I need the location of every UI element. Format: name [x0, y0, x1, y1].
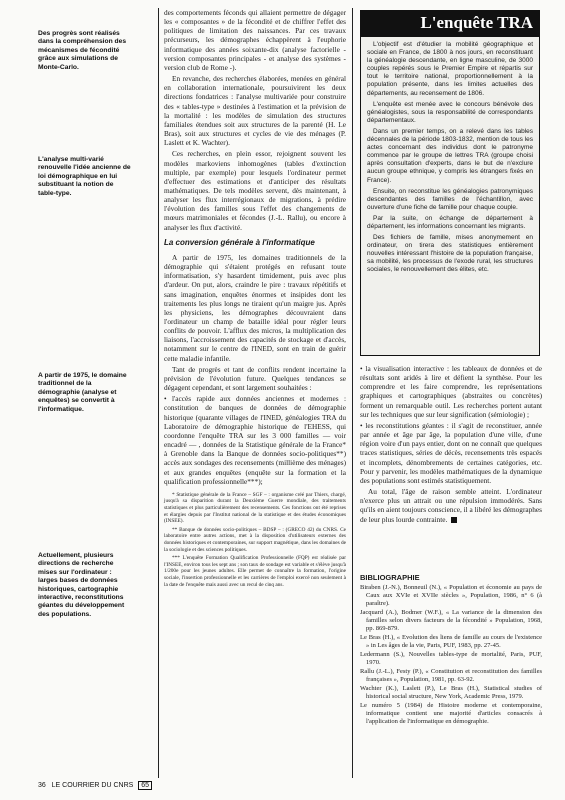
bibliography-entry: Le Bras (H.), « Evolution des liens de famille au cours de l'existence » in Les âges de la vie, Paris, PUF, 1983, pp. 27-45.: [360, 634, 542, 649]
paragraph: Ces recherches, en plein essor, rejoignent souvent les modèles markoviens inhomogènes (tables d'extinction multiple, par exemple) pour lesquels l'ordinateur permet d'effectuer des estimations et d'anticiper des résultats mathématiques. De tels modèles servent, dès maintenant, à analyser les flux interrégionaux de migrations, à prédire l'évolution des familles sous l'effet des changements de mœurs matrimoniales et fécondes (J.-L. Rallu), ou encore à analyser les flux d'activité.: [164, 149, 346, 232]
margin-note: Des progrès sont réalisés dans la compréhension des mécanismes de fécondité grâce aux simulations de Monte-Carlo.: [38, 30, 127, 71]
bibliography: [360, 574, 542, 727]
page-number: 36: [38, 782, 46, 789]
box-paragraph: Dans un premier temps, on a relevé dans les tables décennales de la période 1803-1832, mention de tous les actes concernant des individus dont le patronyme commence par le groupe de lettres TRA (groupe choisi après consultation d'experts, dans le but de n'exclure aucun groupe ethnique, y compris les étrangers fixés en France).: [367, 127, 533, 184]
footnote: ** Banque de données socio-politiques – BDSP – : (GRECO 42) du CNRS. Ce laboratoire entre autres actions, met à la disposition d'utilisateurs externes des données historiques et contemporaines, sur support magnétique, dans les domaines de la sociologie et des sciences politiques.: [164, 526, 346, 553]
bibliography-entry: Jacquard (A.), Bodmer (W.F.), « La variance de la dimension des familles selon divers facteurs de la fécondité » Population, 1968, pp. 869-879.: [360, 609, 542, 632]
bibliography-entry: Wachter (K.), Laslett (P.), Le Bras (H.), Statistical studies of historical social structure, New York, Academic Press, 1979.: [360, 685, 542, 700]
box-paragraph: Ensuite, on reconstitue les généalogies patronymiques descendantes des familles de l'échantillon, avec ouverture d'une fiche de famille pour chaque couple.: [367, 187, 533, 211]
end-mark: [451, 517, 457, 523]
box-title: L'enquête TRA: [420, 13, 533, 32]
paragraph: [360, 487, 542, 524]
enquete-tra-box: [360, 10, 540, 356]
box-header: [361, 11, 539, 37]
paragraph-text: Au total, l'âge de raison semble atteint. L'ordinateur n'exerce plus un attrait ou une répulsion immodérés. Sans qu'ils en aient toujours conscience, il a libéré les démographes de leur plus lourde contrainte.: [360, 487, 542, 524]
footnotes: [164, 492, 346, 588]
paragraph: A partir de 1975, les domaines traditionnels de la démographie qui s'étaient protégés en refusant toute informatisation, s'y hasardent timidement, puis avec plus d'ardeur. On put, alors, craindre le pire : travaux répétitifs et sans imagination, enquêtes énormes et insipides dont les traitements les plus longs ne tiraient qu'un maigre jus. Après les physiciens, les démographes découvraient dans l'ordinateur un champ de bataille idéal pour régler leurs conflits de pouvoir. L'afflux des micros, la multiplication des liaisons, l'accroissement des capacités de stockage et d'accès, notamment sur le centre de l'INED, sont en train de guérir cette maladie infantile.: [164, 252, 346, 363]
bibliography-heading: BIBLIOGRAPHIE: [360, 573, 420, 582]
margin-note: A partir de 1975, le domaine traditionnel de la démographie (analyse et enquêtes) se convertit à l'informatique.: [38, 372, 127, 413]
bibliography-entry: Le numéro 5 (1984) de Histoire moderne et contemporaine, informatique contient une majorité d'articles consacrés à l'application de l'informatique en démographie.: [360, 702, 542, 725]
bibliography-entry: Ledermann (S.), Nouvelles tables-type de mortalité, Paris, PUF, 1970.: [360, 651, 542, 666]
issue-number: 65: [138, 781, 152, 790]
column-divider-left: [158, 8, 159, 778]
paragraph: Tant de progrès et tant de conflits rendent incertaine la prévision de l'évolution future. Quelques tendances se dégagent cependant, et sont largement souhaitées :: [164, 364, 346, 393]
paragraph: • l'accès rapide aux données anciennes et modernes : constitution de banques de données de démographie historique (quarante villages de l'INED, généalogies TRA du Laboratoire de démographie historique de l'EHESS, qui coordonne l'enquête TRA sur les 3 000 familles — voir encadré — , données de la Statistique générale de la France* à Grenoble dans la Banque de données socio-politiques**) accès aux sondages des recensements (millième des ménages) et aux grandes enquêtes (enquête sur la formation et la qualification professionnelle***);: [164, 394, 346, 486]
box-paragraph: L'enquête est menée avec le concours bénévole des généalogistes, sous la responsabilité de correspondants départementaux.: [367, 100, 533, 124]
paragraph: • les reconstitutions géantes : il s'agit de reconstituer, année par année et âge par âge, la population d'une ville, d'une région voire d'un pays entier, dont on ne connaît que quelques traces statistiques, séries de décès, recensements très espacés et incomplets, dénombrements de certaines catégories, etc. Pour y parvenir, les modèles mathématiques de la dynamique des populations sont estimés statistiquement.: [360, 420, 542, 485]
column-divider-right: [352, 8, 353, 778]
box-paragraph: L'objectif est d'étudier la mobilité géographique et sociale en France, de 1800 à nos jours, en reconstituant la généalogie descendante, en ligne masculine, de 3000 couples repérés sous le Premier Empire et répartis sur tout le territoire national, proportionnellement à la population présente, dans les limites actuelles des départements, au recensement de 1806.: [367, 41, 533, 97]
magazine-name: LE COURRIER DU CNRS: [51, 782, 134, 789]
margin-note: L'analyse multi-varié renouvelle l'idée ancienne de loi démographique en lui substituant la notion de table-type.: [38, 156, 131, 197]
right-column: [360, 364, 542, 526]
box-paragraph: Par la suite, on échange de département à département, les informations concernant les migrants.: [367, 214, 533, 230]
section-heading: La conversion générale à l'informatique: [164, 237, 315, 247]
footnote: * Statistique générale de la France – SGF – : organisme créé par Thiers, chargé, jusqu'à sa disparition durant la Deuxième Guerre mondiale, des traitements statistiques et plus particulièrement des recensements. Ces fonctions ont été reprises et élargies depuis par l'Institut national de la statistique et des études économiques (INSEE).: [164, 491, 346, 525]
margin-note: Actuellement, plusieurs directions de recherche mises sur l'ordinateur : larges bases de données historiques, cartographie interactive, reconstitutions géantes du développement des populations.: [38, 552, 125, 618]
paragraph: En revanche, des recherches élaborées, menées en général en collaboration internationale, poursuivirent les deux directions fondatrices : l'analyse multivariée pour construire des « tables-type » destinées à l'estimation et la prévision de la mortalité : les modèles de simulation des structures familiales étendues soit aux structures de la parenté (H. Le Bras), soit aux structures et cycles de vie des ménages (P. Laslett et K. Wachter).: [164, 74, 346, 148]
footnote: *** L'enquête Formation Qualification Professionnelle (FQP) est réalisée par l'INSEE, environ tous les sept ans ; son taux de sondage est variable et s'élève jusqu'à 1/200e pour les jeunes adultes. Elle permet de connaître la formation, l'origine sociale, l'insertion professionnelle et les carrières de l'emploi exercé non seulement à la date de l'enquête mais aussi avec un recul de cinq ans.: [164, 555, 346, 588]
paragraph: • la visualisation interactive : les tableaux de données et de résultats sont aridés à lire et défient la synthèse. Pour les comprendre et les faire comprendre, les représentations graphiques et cartographiques (abstraites ou concrètes) forment un remarquable outil. Les recherches portent autant sur les techniques que sur leur signification (sémiologie) ;: [360, 364, 542, 419]
page-footer: [38, 781, 152, 790]
middle-column: [164, 8, 346, 590]
box-body: [361, 37, 539, 282]
bibliography-entry: Rallu (J.-L.), Festy (P.), « Constitution et reconstitution des familles françaises », Population, 1981, pp. 63-92.: [360, 668, 542, 683]
box-paragraph: Des fichiers de famille, mises anonymement en ordinateur, on tirera des statistiques entièrement nouvelles intéressant l'histoire de la population française, sa mobilité, les processus de l'exode rural, les structures sociales, le renouvellement des élites, etc.: [367, 234, 533, 274]
paragraph: des comportements féconds qui allaient permettre de dégager les « composantes » de la fécondité et de chiffrer l'effet des politiques de limitation des naissances. Par ces travaux précurseurs, les démographes échappèrent à l'euphorie informatique des années soixante-dix (analyse factorielle - version composantes principales - et analyse des systèmes - version club de Rome -).: [164, 8, 346, 72]
bibliography-entry: Biraben (J.-N.), Bonneuil (N.), « Population et économie au pays de Caux aux XVIe et XVIIe siècles », Population, 1986, n° 6 (à paraître).: [360, 584, 542, 607]
